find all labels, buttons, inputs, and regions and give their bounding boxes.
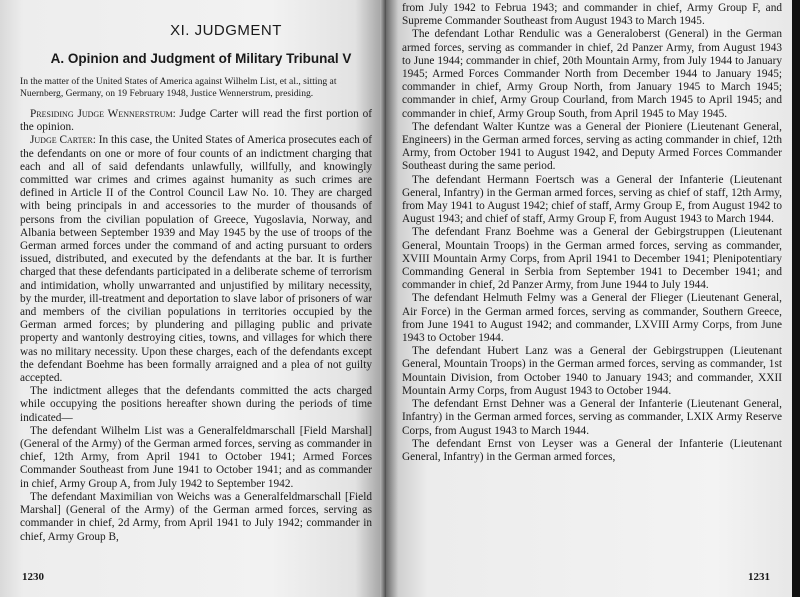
left-page [0, 0, 386, 597]
paragraph: The defendant Walter Kuntze was a General der Pioniere (Lieutenant General, Engineers) in the German armed forces, serving as acting commander in chief, 12th Army, from October 1941 to August 1942, and Deputy Armed Forces Commander Southeast during the same period. [402, 120, 782, 173]
speaker-label: Presiding Judge Wennerstrum: [30, 108, 176, 120]
case-caption: In the matter of the United States of America against Wilhelm List, et al., sitting at Nuernberg, Germany, on 19 February 1948, Justice Wennerstrum, presiding. [20, 76, 337, 99]
section-title: A. Opinion and Judgment of Military Tribunal V [50, 51, 352, 66]
page-edge [792, 0, 800, 597]
paragraph-text: Judge Carter will read the first portion of the opinion. [20, 108, 372, 134]
paragraph: The defendant Franz Boehme was a General der Gebirgstruppen (Lieutenant General, Mountain Troops) in the German armed forces, serving as commander, XVIII Mountain Army Corps, from April 1941 to December 1941; Plenipotentiary Commanding General in Serbia from September 1941 to December 1941; and commander in chief, 2d Panzer Army, from June 1944 to July 1944. [402, 226, 782, 292]
paragraph [20, 108, 372, 134]
paragraph: The defendant Lothar Rendulic was a Generaloberst (General) in the German armed forces, serving as commander in chief, 2d Panzer Army, from August 1943 to June 1944; commander in chief, 20th Mountain Army, from July 1944 to January 1945; Armed Forces Commander North from December 1944 to January 1945; commander in chief, Army Group North, from January 1945 to March 1945; commander in chief, Army Group Courland, from March 1945 to April 1945; and commander in chief, Army Group South, from April 1945 to May 1945. [402, 28, 782, 120]
paragraph: The defendant Wilhelm List was a Generalfeldmarschall [Field Marshal] (General of the Army) of the German armed forces, serving as commander in chief, 12th Army, from April 1941 to October 1941; Armed Forces Commander Southeast from June 1941 to October 1941; and as commander in chief, Army Group A, from July 1942 to September 1942. [20, 424, 372, 490]
paragraph: The defendant Maximilian von Weichs was a Generalfeldmarschall [Field Marshal] (General of the Army) of the German armed forces, serving as commander in chief, 2d Army, from April 1941 to July 1942; commander in chief, Army Group B, [20, 490, 372, 543]
paragraph: The defendant Helmuth Felmy was a General der Flieger (Lieutenant General, Air Force) in the German armed forces, serving as commander, Southern Greece, from June 1941 to August 1942; and commander, LXVIII Army Corps, from June 1943 to October 1944. [402, 292, 782, 345]
paragraph [20, 134, 372, 385]
paragraph: The defendant Ernst Dehner was a General der Infanterie (Lieutenant General, Infantry) in the German armed forces, serving as commander, LXIX Army Reserve Corps, from August 1943 to March 1944. [402, 398, 782, 437]
chapter-title: XI. JUDGMENT [170, 22, 282, 39]
page-number: 1230 [22, 571, 44, 583]
paragraph: The defendant Hubert Lanz was a General der Gebirgstruppen (Lieutenant General, Mountain Troops) in the German armed forces, serving as commander, 1st Mountain Division, from October 1940 to January 1943; and commander, XXII Mountain Army Corps, from August 1943 to October 1944. [402, 345, 782, 397]
paragraph: The indictment alleges that the defendants committed the acts charged while occupying the positions hereafter shown during the periods of time indicated— [20, 385, 372, 424]
page-number: 1231 [748, 571, 770, 583]
paragraph: The defendant Hermann Foertsch was a General der Infanterie (Lieutenant General, Infantry) in the German armed forces, serving as chief of staff, 12th Army, from May 1941 to August 1942; chief of staff, Army Group E, from August 1942 to August 1943; and chief of staff, Army Group F, from August 1943 to March 1944. [402, 173, 782, 226]
paragraph: from July 1942 to Februa 1943; and commander in chief, Army Group F, and Supreme Commander Southeast from August 1943 to March 1945. [402, 2, 782, 28]
paragraph: The defendant Ernst von Leyser was a General der Infanterie (Lieutenant General, Infantry) in the German armed forces, [402, 437, 782, 463]
right-page [386, 0, 800, 597]
paragraph-text: In this case, the United States of America prosecutes each of the defendants on one or more of four counts of an indictment charging that each and all of said defendants unlawfully, willfully, and knowingly committed war crimes and crimes against humanity as such crimes are defined in Article II of the Control Council Law No. 10. They are charged with being principals in and accessories to the murder of thousands of persons from the civilian population of Greece, Yugoslavia, Norway, and Albania between September 1939 and May 1945 by the use of troops of the German armed forces under the command of and acting pursuant to orders issued, distributed, and executed by the defendants at the bar. It is further charged that these defendants participated in a deliberate scheme of terrorism and intimidation, wholly unwarranted and unjustified by military necessity, by the murder, ill-treatment and deportation to slave labor of prisoners of war and members of the civilian populations in territories occupied by the German armed forces; by plundering and pillaging public and private property and wantonly destroying cities, towns, and villages for which there was no military necessity. Upon these charges, each of the defendants except the defendant Boehme has been formally arraigned and a plea of not guilty accepted. [20, 134, 372, 385]
speaker-label: Judge Carter: [30, 134, 96, 147]
